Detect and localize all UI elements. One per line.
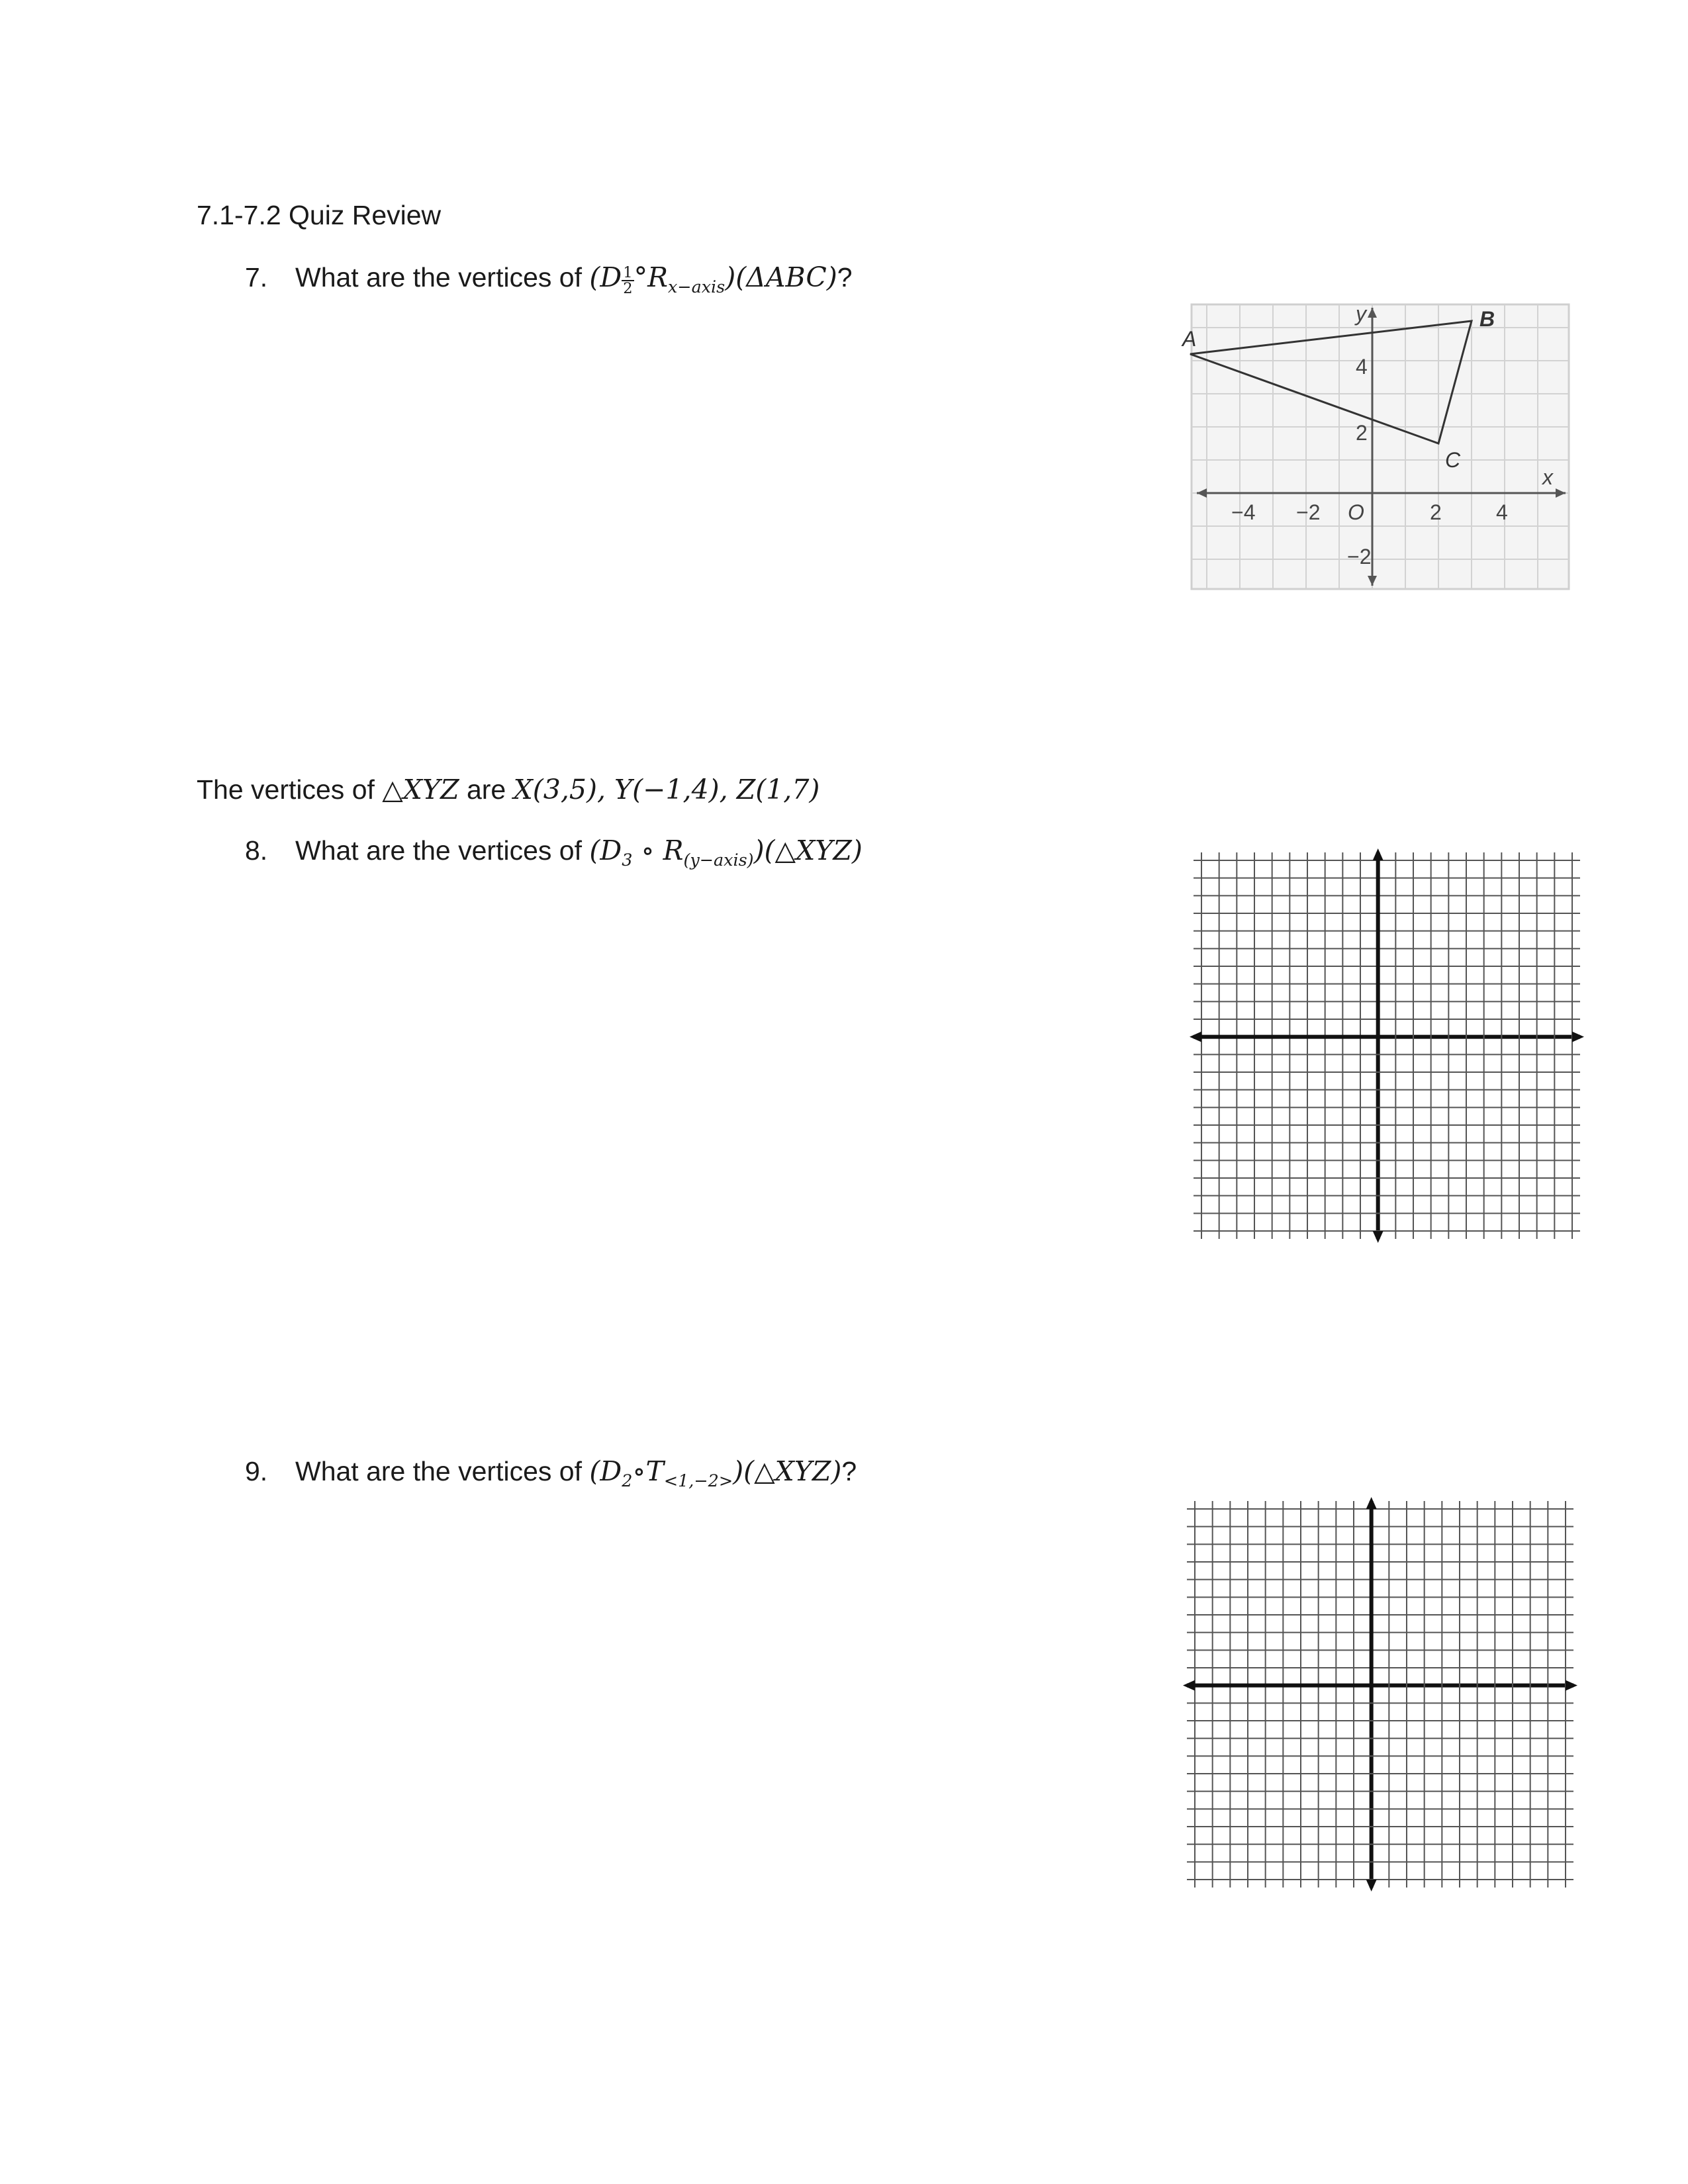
question-9-expression: [589, 1455, 842, 1491]
statement-middle: are: [459, 774, 514, 805]
q9-expr-sub-t: <1,−2>: [663, 1471, 733, 1491]
q8-expr-sub-d: 3: [622, 850, 633, 870]
y-axis-arrow-down: [1373, 1231, 1383, 1243]
q9-expr-close: )(△XYZ): [733, 1455, 842, 1487]
q7-x-axis-label: x: [1542, 465, 1553, 489]
q7-y-tick-4: 4: [1356, 355, 1368, 379]
q7-expr-close: )(ΔABC): [725, 261, 837, 293]
q7-x-tick-neg4: −4: [1231, 500, 1256, 524]
statement-prefix: The vertices of: [197, 774, 383, 805]
x-axis-arrow-left: [1190, 1032, 1201, 1042]
y-axis-arrow-up: [1373, 848, 1383, 860]
q8-expr-close: )(△XYZ): [753, 835, 863, 866]
q8-expr-compose: ∘ R: [632, 835, 684, 866]
q8-expr-open: (D: [589, 835, 622, 866]
q7-vertex-label-c: C: [1445, 448, 1461, 472]
x-axis-arrow-right: [1572, 1032, 1584, 1042]
question-9-suffix: ?: [841, 1456, 857, 1486]
q9-blank-coordinate-grid: [1182, 1496, 1579, 1893]
q7-y-tick-neg2: −2: [1347, 545, 1372, 569]
question-9-number: 9.: [245, 1456, 268, 1486]
question-9-prefix: What are the vertices of: [295, 1456, 590, 1486]
q7-y-axis-label: y: [1356, 302, 1366, 326]
statement-vertices: X(3,5), Y(−1,4), Z(1,7): [513, 774, 820, 805]
q7-x-tick-2: 2: [1430, 500, 1442, 524]
q7-x-tick-neg2: −2: [1296, 500, 1321, 524]
q7-frac-numerator: 1: [623, 263, 633, 281]
q7-y-tick-2: 2: [1356, 421, 1368, 445]
q7-x-tick-origin: O: [1348, 500, 1364, 524]
page-title: 7.1-7.2 Quiz Review: [197, 200, 442, 230]
question-8-number: 8.: [245, 835, 268, 866]
q7-fraction: [622, 265, 633, 296]
question-7-expression: [589, 261, 837, 298]
statement-triangle: △XYZ: [382, 774, 459, 805]
question-8-expression: [589, 835, 863, 870]
question-8-prefix: What are the vertices of: [295, 835, 590, 866]
q9-expr-open: (D: [589, 1455, 622, 1487]
question-7-prefix: What are the vertices of: [295, 262, 590, 293]
question-8-text: [295, 835, 863, 870]
q7-expr-compose: °R: [633, 261, 668, 293]
q7-expr-open: (D: [589, 261, 622, 293]
q8-expr-sub-r: (y−axis): [683, 850, 754, 870]
y-axis-arrow-down: [1366, 1880, 1377, 1891]
question-7-number: 7.: [245, 262, 268, 293]
q7-x-tick-4: 4: [1496, 500, 1508, 524]
xyz-statement: [197, 774, 820, 805]
q7-vertex-label-b: B: [1479, 307, 1495, 331]
q7-vertex-label-a: A: [1182, 327, 1197, 351]
q7-frac-denominator: 2: [623, 280, 633, 298]
q7-coordinate-graph: [1182, 291, 1582, 596]
x-axis-arrow-left: [1183, 1680, 1195, 1691]
q9-expr-sub-d: 2: [622, 1471, 633, 1491]
question-7-suffix: ?: [837, 262, 853, 293]
q9-expr-compose: ∘T: [632, 1455, 664, 1487]
q7-expr-sub: x−axis: [667, 277, 726, 297]
y-axis-arrow-up: [1366, 1497, 1377, 1509]
x-axis-arrow-right: [1566, 1680, 1577, 1691]
question-7-text: [295, 262, 853, 296]
q8-blank-coordinate-grid: [1188, 847, 1585, 1244]
question-9-text: [295, 1456, 857, 1490]
